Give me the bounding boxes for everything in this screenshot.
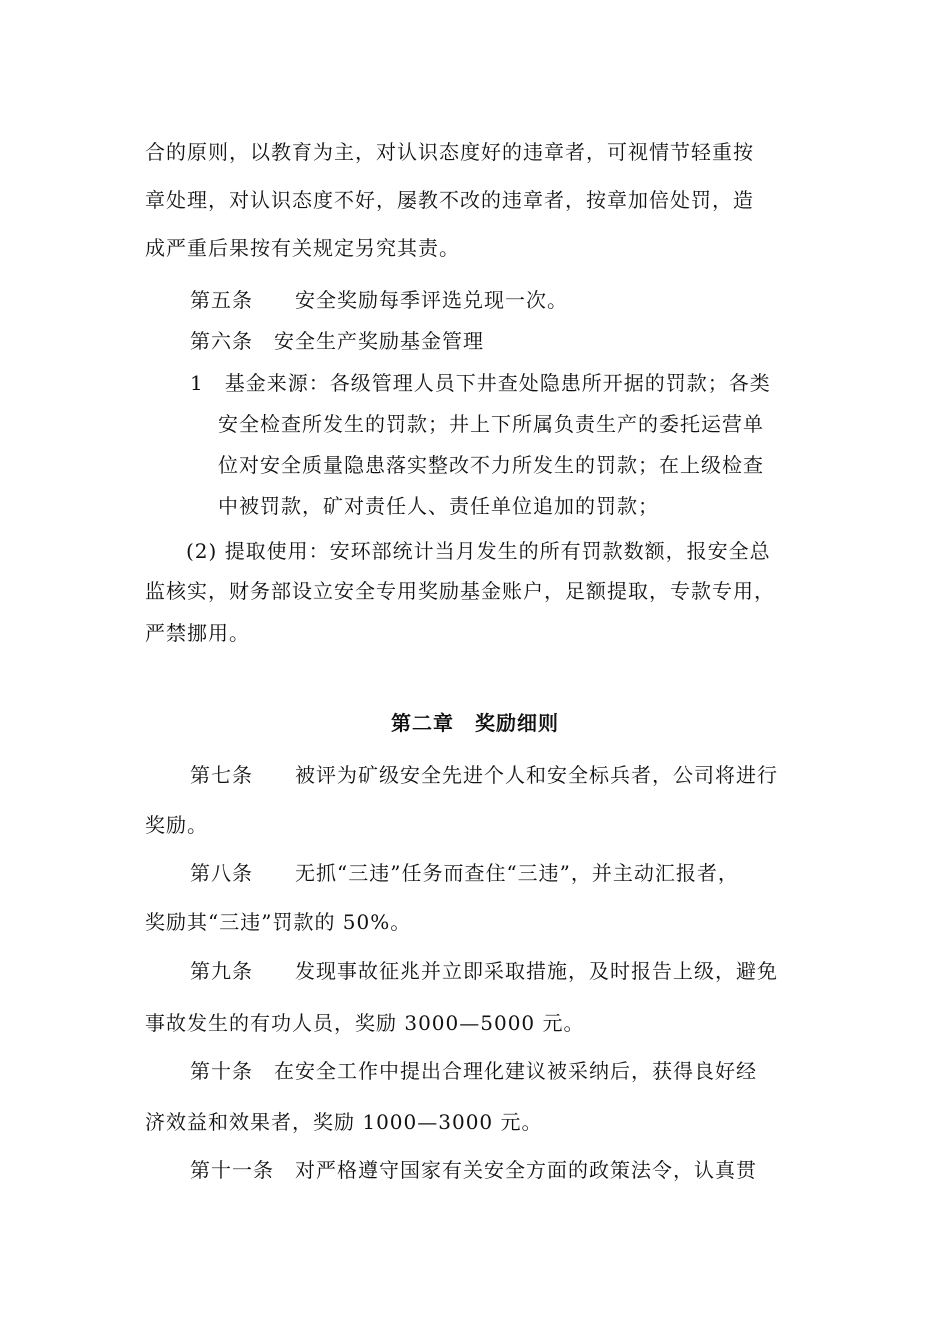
chapter-heading: 第二章 奖励细则 — [391, 711, 559, 735]
list-item-2-cont: 严禁挪用。 — [145, 621, 250, 645]
article-10-cont: 济效益和效果者，奖励 1000—3000 元。 — [145, 1110, 543, 1134]
list-item-2: (2) 提取使用：安环部统计当月发生的所有罚款数额，报安全总 — [186, 539, 771, 563]
article-7: 第七条 被评为矿级安全先进个人和安全标兵者，公司将进行 — [190, 763, 778, 787]
article-7-cont: 奖励。 — [145, 813, 208, 837]
article-8: 第八条 无抓“三违”任务而查住“三违”，并主动汇报者， — [190, 861, 739, 885]
article-9: 第九条 发现事故征兆并立即采取措施，及时报告上级，避免 — [190, 959, 778, 983]
list-item-2-cont: 监核实，财务部设立安全专用奖励基金账户，足额提取，专款专用， — [145, 579, 775, 603]
list-item-1-cont: 位对安全质量隐患落实整改不力所发生的罚款；在上级检查 — [218, 453, 764, 477]
article-10: 第十条 在安全工作中提出合理化建议被采纳后，获得良好经 — [190, 1059, 757, 1083]
paragraph-line: 章处理，对认识态度不好，屡教不改的违章者，按章加倍处罚，造 — [145, 188, 754, 212]
article-8-cont: 奖励其“三违”罚款的 50%。 — [145, 910, 412, 934]
article-9-cont: 事故发生的有功人员，奖励 3000—5000 元。 — [145, 1011, 585, 1035]
article-11: 第十一条 对严格遵守国家有关安全方面的政策法令，认真贯 — [190, 1158, 757, 1182]
article-5: 第五条 安全奖励每季评选兑现一次。 — [190, 288, 568, 312]
list-item-1: 1 基金来源：各级管理人员下井查处隐患所开据的罚款；各类 — [190, 371, 771, 395]
list-item-1-cont: 安全检查所发生的罚款；井上下所属负责生产的委托运营单 — [218, 412, 764, 436]
list-item-1-cont: 中被罚款，矿对责任人、责任单位追加的罚款； — [218, 494, 659, 518]
paragraph-line: 成严重后果按有关规定另究其责。 — [145, 236, 460, 260]
article-6: 第六条 安全生产奖励基金管理 — [190, 329, 484, 353]
paragraph-line: 合的原则，以教育为主，对认识态度好的违章者，可视情节轻重按 — [145, 140, 754, 164]
